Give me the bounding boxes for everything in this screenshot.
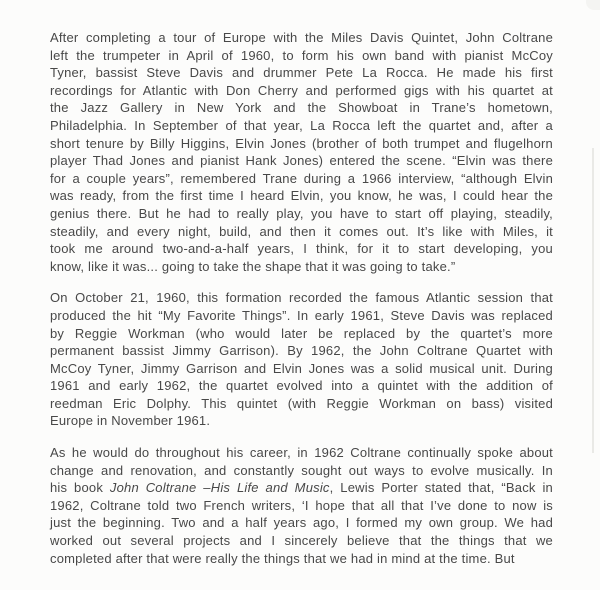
text-line: by Reggie Workman (who would later be replaced by the quartet’s more xyxy=(50,325,553,341)
text-line: McCoy Tyner, Jimmy Garrison and Elvin Jones was a solid musical unit. During xyxy=(50,360,553,376)
text-line: After completing a tour of Europe with the Miles Davis Quintet, John Coltrane xyxy=(50,30,553,45)
text-line: his book John Coltrane –His Life and Music, Lewis Porter stated that, “Back in xyxy=(50,480,553,496)
text-line: was ready, from the first time I heard Elvin, you know, he was, I could hear the xyxy=(50,188,553,204)
text-line: recordings for Atlantic with Don Cherry and performed gigs with his quartet at xyxy=(50,82,553,98)
text-line: Tyner, bassist Steve Davis and drummer Pete La Rocca. He made his first xyxy=(50,65,553,81)
text-line: just the beginning. Two and a half years ago, I formed my own group. We had xyxy=(50,515,553,531)
text-line: player Thad Jones and pianist Hank Jones) entered the scene. “Elvin was there xyxy=(50,153,553,169)
text-line: 1962, Coltrane told two French writers, ‘I hope that all that I’ve done to now is xyxy=(50,497,553,513)
text-line: short tenure by Billy Higgins, Elvin Jones (brother of both trumpet and flugelhorn xyxy=(50,135,553,151)
text-line: steadily, and every night, build, and then it comes out. It’s like with Miles, it xyxy=(50,223,553,239)
scan-artifact-line xyxy=(592,148,594,453)
text-line: reedman Eric Dolphy. This quintet (with Reggie Workman on bass) visited xyxy=(50,395,553,411)
text-line: As he would do throughout his career, in 1962 Coltrane continually spoke about xyxy=(50,445,553,461)
text-line: left the trumpeter in April of 1960, to form his own band with pianist McCoy xyxy=(50,47,553,63)
text-line: the Jazz Gallery in New York and the Showboat in Trane’s hometown, xyxy=(50,100,553,116)
text-line: Europe in November 1961. xyxy=(50,413,211,429)
text-line: permanent bassist Jimmy Garrison). By 1962, the John Coltrane Quartet with xyxy=(50,343,553,359)
text-line: took me around two-and-a-half years, I think, for it to start developing, you xyxy=(50,241,553,257)
text-line: 1961 and early 1962, the quartet evolved into a quintet with the addition of xyxy=(50,378,553,394)
text-line: know, like it was... going to take the shape that it was going to take.” xyxy=(50,258,456,274)
paragraph xyxy=(50,444,553,567)
paragraph xyxy=(50,29,553,275)
liner-notes-text xyxy=(50,29,553,567)
text-line: completed after that were really the things that we had in mind at the time. But xyxy=(50,550,515,566)
book-title-italic: John Coltrane –His Life and Music xyxy=(109,480,330,496)
text-line: genius there. But he had to really play, you have to start off playing, steadily, xyxy=(50,205,553,221)
text-line: Philadelphia. In September of that year, La Rocca left the quartet and, after a xyxy=(50,117,553,133)
scan-artifact-corner xyxy=(586,0,600,10)
text-line: worked out several projects and I sincerely believe that the things that we xyxy=(50,533,553,549)
paragraph xyxy=(50,289,553,430)
text-line: produced the hit “My Favorite Things”. In early 1961, Steve Davis was replaced xyxy=(50,307,553,323)
text-line: On October 21, 1960, this formation recorded the famous Atlantic session that xyxy=(50,290,553,306)
text-line: for a couple years”, remembered Trane during a 1966 interview, “although Elvin xyxy=(50,170,553,186)
text-line: change and renovation, and constantly sought out ways to evolve musically. In xyxy=(50,462,553,478)
